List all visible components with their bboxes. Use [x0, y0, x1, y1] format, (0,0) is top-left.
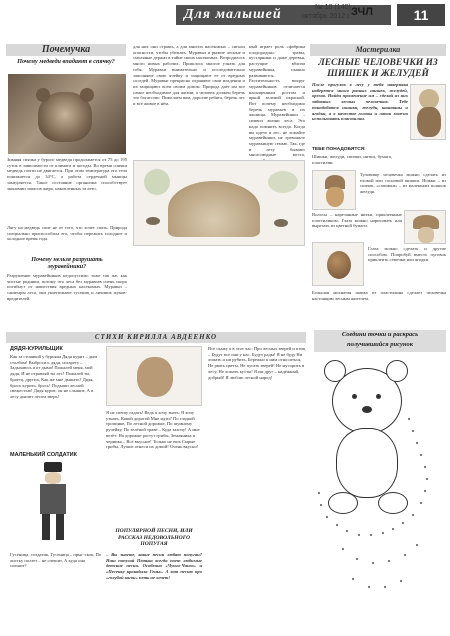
puzzle-dot — [352, 578, 354, 580]
puzzle-dot — [424, 490, 426, 492]
craft-step-4: Большая мохнатая шапка из пластилина сделает человечка настоящим лесным жителем. — [312, 290, 446, 301]
poem4-text: Всё скажу я в этот час: Про лесных зверей и птиц – Будут все они у нас. Будут рады! Я не буду Ни ломать и ни рубить, Бережно к ним относиться, Не рвать цветы, Не пугать зверей! Не мусорить в лесу, Не ломать кусты! Я им друг – надёжный, добрый! Я люблю лесной народ! — [208, 346, 306, 380]
puzzle-dot — [318, 492, 320, 494]
page-number: 11 — [397, 4, 445, 26]
soldier-hat — [44, 462, 62, 472]
puzzle-dot — [326, 516, 328, 518]
puzzle-dot — [402, 522, 404, 524]
puzzle-dot — [342, 548, 344, 550]
popular-song-text: – Вы знаете, какие песни любят попугаи? Наш попугай Петька всегда поет любимые детские песни. Особенно «Чунга-Чанга» и «Песенку крокодила Гены». А вот песню про «голубой вагон» петь не хочет! — [106, 552, 202, 580]
bear-nose — [362, 406, 372, 413]
bear-foot-right-outline — [378, 492, 408, 514]
puzzle-dot — [400, 580, 402, 582]
puzzle-dot — [346, 530, 348, 532]
anthill-mound — [168, 181, 260, 237]
puzzle-dot — [404, 554, 406, 556]
bear-ear-left-outline — [324, 360, 346, 382]
puzzle-dot — [412, 430, 414, 432]
connect-dots-line2: получившийся рисунок — [346, 341, 413, 348]
issue-info — [302, 3, 351, 21]
puzzle-dot — [426, 478, 428, 480]
issue-date: октябрь 2012 г. — [302, 13, 351, 20]
ant-figure-1 — [146, 217, 160, 225]
puzzle-dot — [424, 466, 426, 468]
soldier-face — [45, 472, 61, 484]
leaf-left — [144, 169, 170, 195]
connect-dots-puzzle — [312, 358, 448, 630]
newspaper-logo: ЗЧЛ — [351, 6, 373, 18]
poem2-text: Гусеница, солдатик, Гусеница – прыг-скок, По листку ползет – не спешит, А куда она спешит? — [10, 552, 102, 569]
ant-figure-2 — [274, 219, 288, 227]
acorn-figure-illustration — [312, 170, 356, 210]
soldier-coat — [40, 484, 66, 514]
puzzle-dot — [388, 560, 390, 562]
puzzle-dot — [412, 514, 414, 516]
anthill-illustration — [133, 160, 305, 246]
puzzle-dot — [336, 524, 338, 526]
poems-banner: СТИХИ КИРИЛЛА АВДЕЕНКО — [6, 332, 306, 343]
craft-intro: После прогулок в лесу у тебя наверняка наберется много разных шишек, желудей, орехов. Найди применение им – сделай из них забавных лесных человечков. Тебе понадобятся шишки, желуди, каштаны и ягодки, а в качестве головы и лапок можно использовать пластилин. — [312, 82, 408, 122]
puzzle-dot — [408, 418, 410, 420]
puzzle-dot — [368, 586, 370, 588]
bear-photo — [8, 74, 126, 154]
soldier-illustration — [30, 462, 76, 546]
puzzle-dot — [416, 442, 418, 444]
poem1-text: Как за стоянкой у бурьяна Дядя курит – дым столбом! Выбросил, дядя, сигарету – Задыхаюсь я от дыма! Пожалей меня, мой дядя, И не отравляй ты лес! Пожалей ты, братец, других, Как же мне дышать? Дядя, брось курить, брось! Подыши лесной свежестью! Дядя курит, он не слышит, А в лесу дышит лесом зверь! — [10, 354, 98, 399]
craft-title: ЛЕСНЫЕ ЧЕЛОВЕЧКИ ИЗ ШИШЕК И ЖЕЛУДЕЙ — [318, 58, 438, 79]
anthill-article-continued: для них они страшь, а для многих насекомых – сигнал опасности, чтобы убежать. Муравьи и рыжие лесные и смоляные держат в тайне своих насекомых. Возродилось много новых рабочих. Пришлось многое узнать для себя. Муравьи внимательно и последовательно заполняют свою ячейку и защищают ее от вредных соседей. Муравьи прекрасно охраняют свои владения и их защищают всем своим домом. Природа даёт им все самое необходимое для жизни, а человек должен беречь это богатство. Пожелаем вам, дорогие ребята, беречь лес и всё живое в нём. — [133, 44, 245, 107]
puzzle-dot — [392, 528, 394, 530]
materials-title: ТЕБЕ ПОНАДОБЯТСЯ: — [312, 147, 366, 152]
mushroom-figure-illustration — [404, 210, 446, 244]
figure-face — [418, 227, 434, 243]
bear-body-outline — [336, 428, 398, 498]
materials-list: Шишки, желуди, спички, нитки, бумага, пластилин. — [312, 154, 392, 165]
bear-ear-right-outline — [386, 360, 408, 382]
craft-rubric: Мастерилка — [310, 44, 446, 56]
cone-figure-body — [417, 107, 441, 137]
question-bears: Почему медведи впадают в спячку? — [17, 58, 115, 65]
puzzle-dot — [370, 534, 372, 536]
anthill-article-right: ный играет роль «фабрика плодородия»: травы, кустарники и даже деревья, растущие вблизи муравейника, пышно развиваются. Растительность вокруг муравейников отличается насыщенным ростом и яркой зеленой окраской. Вот почему необходимо беречь муравьев и их жилища. Муравейники – символ жизни леса. Это надо помнить всегда. Когда вы идете в лес, не ломайте муравейники, не тревожьте муравьиную семью. Так, где в лесу бывают многолюдные места, — [249, 44, 305, 158]
answer-anthills: Разрушение муравейников недопустимо тоже так же, как чистые родники, потому что леса без муравьев очень скоро погибнут от нашествия вредных насекомых. Муравьи – санитары леса, они уничтожают гусениц и личинок жуков-вредителей. — [7, 273, 127, 301]
poem2-title: МАЛЕНЬКИЙ СОЛДАТИК — [10, 452, 77, 458]
section-title: Для малышей — [176, 5, 391, 25]
issue-number: № 10 (140) — [315, 4, 351, 11]
leaf-right — [268, 171, 298, 193]
puzzle-dot — [384, 586, 386, 588]
connect-dots-banner — [314, 330, 446, 352]
acorn-body — [326, 187, 344, 207]
puzzle-dot — [416, 544, 418, 546]
answer-bears-p1: Зимняя спячка у бурого медведя продолжается от 75 до 195 суток в зависимости от климата и погоды. Во время спячки медведь почти не двигается. При этом температура его тела понижается до 34°С, а работа сердечной мышцы замедляется. Такое состояние организма способствует экономии запасов жира, накопленных за лето. — [7, 157, 127, 191]
soldier-leg-right — [56, 514, 64, 540]
cone-figure-head — [419, 89, 439, 109]
puzzle-dot — [320, 504, 322, 506]
page-header — [0, 0, 450, 30]
puzzle-dot — [358, 534, 360, 536]
cone-figure-illustration — [410, 84, 446, 140]
popular-song-title: ПОПУЛЯРНОЙ ПЕСНИ, ИЛИ РАССКАЗ НЕДОВОЛЬНОГО ПОПУГАЯ — [115, 528, 193, 548]
bear-foot-left-outline — [328, 492, 358, 514]
puzzle-dot — [420, 454, 422, 456]
puzzle-dot — [372, 562, 374, 564]
poem1-title: ДЯДЯ-КУРИЛЬЩИК — [10, 346, 63, 352]
puzzle-dot — [420, 502, 422, 504]
cartoon-bear — [137, 357, 173, 397]
bear-ear-left — [36, 88, 50, 102]
answer-bears-p2: Лягу на медведь спит не от того, что хочет спать. Природа специально приспособила его, чтобы пережить голодное и холодное время года. — [7, 225, 127, 242]
puzzle-dot — [356, 558, 358, 560]
soldier-leg-left — [42, 514, 50, 540]
poem3-text: Я не спешу гадать! Ведь я хочу знать: Я хочу узнать, Какой дорогой Мне идти? По гладкой тропинке, По лесной дорожке, По шумному ручейку, По зелёной траве – Куда захочу! А мне везёт: На дорожке растут грибы, Земляника и черника – Всё вкусное! Только не ешь Сырые грибы, Лучше отнеси их домой! Очень вкусно! — [106, 410, 200, 450]
puzzle-dot — [382, 532, 384, 534]
craft-step-3: Глаза можно сделать и другие способом. Попробуй вместо пуговок приклеить семечки или ягодки. — [368, 246, 446, 263]
connect-dots-line1: Соедини точки и раскрась — [341, 331, 419, 338]
bear-ear-right — [80, 88, 94, 102]
pochemuchka-rubric: Почемучка — [6, 44, 126, 56]
bear-poem-illustration — [106, 346, 202, 406]
craft-step-2: Волосы – нарезанные нитки, приклеенные пластилином. Глаза можно нарисовать или вырезать из цветной бумаги. — [312, 212, 402, 229]
question-anthills: Почему нельзя разрушать муравейники? — [31, 256, 103, 270]
chestnut-body — [327, 251, 351, 279]
bear-eye-left — [352, 394, 357, 399]
bear-eye-right — [376, 394, 381, 399]
chestnut-figure-illustration — [312, 242, 364, 286]
craft-step-1: Туловище человечка можно сделать из еловой или сосновой шишки. Ножки – из спичек, «сапожки» – из маленьких шляпок желудя. — [360, 172, 446, 195]
